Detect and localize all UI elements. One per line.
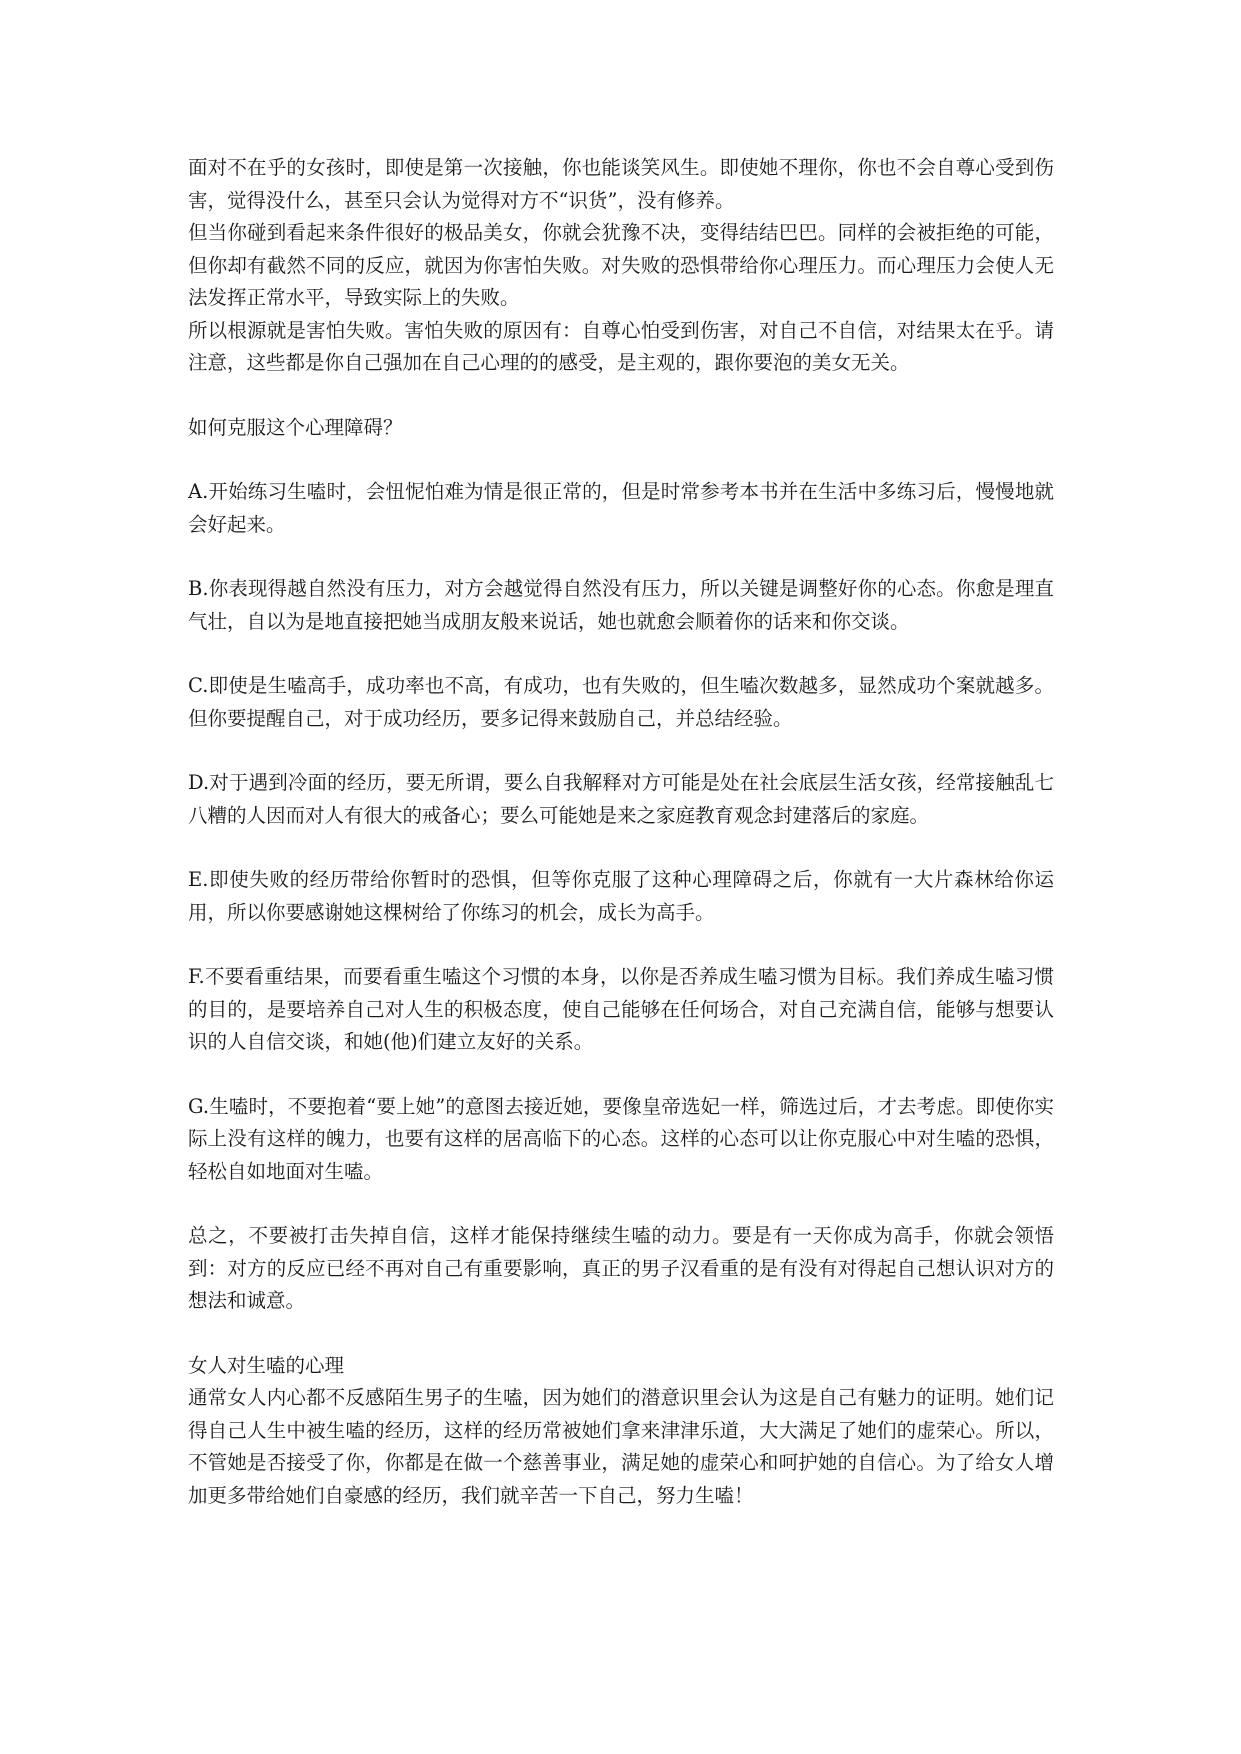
section-heading-women: 女人对生嗑的心理 bbox=[188, 1353, 345, 1377]
document-body bbox=[188, 152, 1054, 1512]
paragraph-point-c: C.即使是生嗑高手，成功率也不高，有成功，也有失败的，但生嗑次数越多，显然成功个案就越多。但你要提醒自己，对于成功经历，要多记得来鼓励自己，并总结经验。 bbox=[188, 674, 1054, 730]
paragraph-point-b: B.你表现得越自然没有压力，对方会越觉得自然没有压力，所以关键是调整好你的心态。你愈是理直气壮，自以为是地直接把她当成朋友般来说话，她也就愈会顺着你的话来和你交谈。 bbox=[188, 577, 1054, 633]
spacer bbox=[188, 1318, 1054, 1350]
spacer bbox=[188, 380, 1054, 412]
paragraph-summary: 总之，不要被打击失掉自信，这样才能保持继续生嗑的动力。要是有一天你成为高手，你就会领悟到：对方的反应已经不再对自己有重要影响，真正的男子汉看重的是有没有对得起自己想认识对方的想法和诚意。 bbox=[188, 1224, 1054, 1312]
paragraph-intro-2: 但当你碰到看起来条件很好的极品美女，你就会犹豫不决，变得结结巴巴。同样的会被拒绝的可能，但你却有截然不同的反应，就因为你害怕失败。对失败的恐惧带给你心理压力。而心理压力会使人无法发挥正常水平，导致实际上的失败。 bbox=[188, 221, 1054, 309]
spacer bbox=[188, 541, 1054, 573]
paragraph-intro-3: 所以根源就是害怕失败。害怕失败的原因有：自尊心怕受到伤害，对自己不自信，对结果太在乎。请注意，这些都是你自己强加在自己心理的的感受，是主观的，跟你要泡的美女无关。 bbox=[188, 318, 1054, 374]
spacer bbox=[188, 929, 1054, 961]
spacer bbox=[188, 1059, 1054, 1091]
section-heading-overcome: 如何克服这个心理障碍？ bbox=[188, 415, 403, 439]
spacer bbox=[188, 735, 1054, 767]
spacer bbox=[188, 832, 1054, 864]
paragraph-point-f: F.不要看重结果，而要看重生嗑这个习惯的本身，以你是否养成生嗑习惯为目标。我们养成生嗑习惯的目的，是要培养自己对人生的积极态度，使自己能够在任何场合，对自己充满自信，能够与想要认识的人自信交谈，和她(他)们建立友好的关系。 bbox=[188, 965, 1054, 1053]
paragraph-point-e: E.即使失败的经历带给你暂时的恐惧，但等你克服了这种心理障碍之后，你就有一大片森林给你运用，所以你要感谢她这棵树给了你练习的机会，成长为高手。 bbox=[188, 868, 1054, 924]
paragraph-point-a: A.开始练习生嗑时，会忸怩怕难为情是很正常的，但是时常参考本书并在生活中多练习后，慢慢地就会好起来。 bbox=[188, 480, 1054, 536]
paragraph-intro-1: 面对不在乎的女孩时，即使是第一次接触，你也能谈笑风生。即使她不理你，你也不会自尊心受到伤害，觉得没什么，甚至只会认为觉得对方不“识货”，没有修养。 bbox=[188, 156, 1054, 212]
paragraph-point-g: G.生嗑时，不要抱着“要上她”的意图去接近她，要像皇帝选妃一样，筛选过后，才去考虑。即使你实际上没有这样的魄力，也要有这样的居高临下的心态。这样的心态可以让你克服心中对生嗑的恐惧，轻松自如地面对生嗑。 bbox=[188, 1094, 1054, 1183]
spacer bbox=[188, 444, 1054, 476]
spacer bbox=[188, 638, 1054, 670]
spacer bbox=[188, 1188, 1054, 1220]
paragraph-women: 通常女人内心都不反感陌生男子的生嗑，因为她们的潜意识里会认为这是自己有魅力的证明。她们记得自己人生中被生嗑的经历，这样的经历常被她们拿来津津乐道，大大满足了她们的虚荣心。所以，不管她是否接受了你，你都是在做一个慈善事业，满足她的虚荣心和呵护她的自信心。为了给女人增加更多带给她们自豪感的经历，我们就辛苦一下自己，努力生嗑！ bbox=[188, 1386, 1054, 1507]
paragraph-point-d: D.对于遇到冷面的经历，要无所谓，要么自我解释对方可能是处在社会底层生活女孩，经常接触乱七八糟的人因而对人有很大的戒备心；要么可能她是来之家庭教育观念封建落后的家庭。 bbox=[188, 771, 1054, 827]
